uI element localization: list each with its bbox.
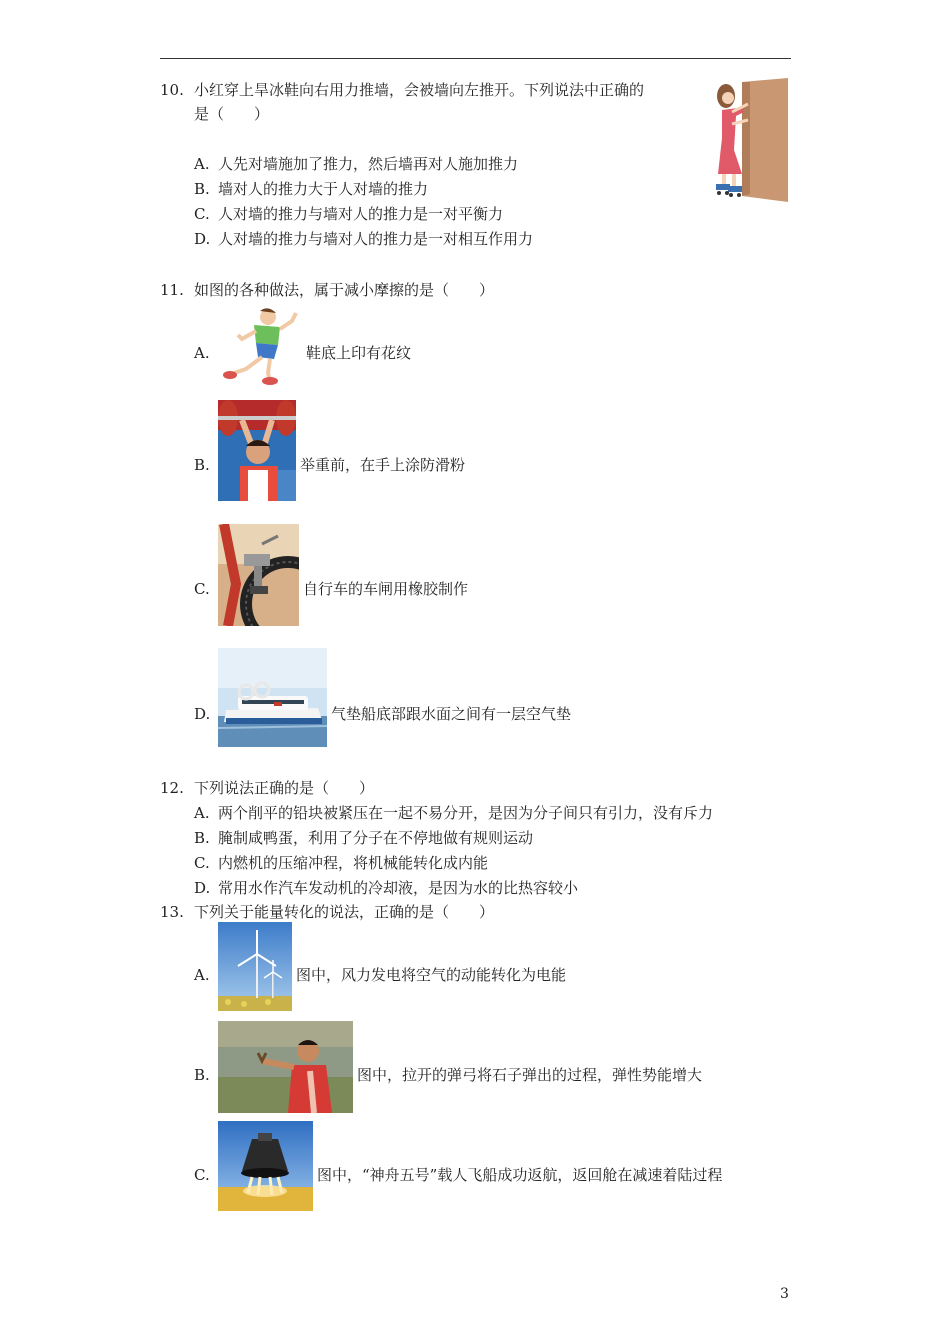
header-rule xyxy=(160,58,791,59)
bicycle-brake-image xyxy=(218,524,299,626)
q13-option-a-text: 图中，风力发电将空气的动能转化为电能 xyxy=(296,966,567,984)
q10-option-a-text: 人先对墙施加了推力，然后墙再对人施加推力 xyxy=(218,155,519,173)
q13-option-c-letter: C. xyxy=(194,1166,210,1184)
q13-option-a-letter: A. xyxy=(194,966,210,984)
q10-option-c-text: 人对墙的推力与墙对人的推力是一对平衡力 xyxy=(218,205,504,223)
q10-stem-line2: 是（ ） xyxy=(194,105,270,123)
q11-stem: 如图的各种做法，属于减小摩擦的是（ ） xyxy=(194,281,495,299)
q10-option-b-letter: B. xyxy=(194,180,210,198)
q12-option-b-text: 腌制咸鸭蛋，利用了分子在不停地做有规则运动 xyxy=(218,829,534,847)
q10-number: 10. xyxy=(160,81,184,99)
q11-option-a-text: 鞋底上印有花纹 xyxy=(306,344,412,362)
runner-shoe-image xyxy=(218,303,302,387)
q11-option-c-text: 自行车的车闸用橡胶制作 xyxy=(303,580,469,598)
q10-option-d-letter: D. xyxy=(194,230,211,248)
q12-stem: 下列说法正确的是（ ） xyxy=(194,779,375,797)
q11-option-d-text: 气垫船底部跟水面之间有一层空气垫 xyxy=(331,705,572,723)
q10-option-a-letter: A. xyxy=(194,155,210,173)
q11-option-d-letter: D. xyxy=(194,705,211,723)
q13-option-b-letter: B. xyxy=(194,1066,210,1084)
q12-option-d-letter: D. xyxy=(194,879,211,897)
weightlifter-image xyxy=(218,400,296,501)
page-number: 3 xyxy=(780,1286,789,1302)
slingshot-boy-image xyxy=(218,1021,353,1113)
wind-turbine-image xyxy=(218,922,292,1011)
q11-option-a-letter: A. xyxy=(194,344,210,362)
q11-option-b-letter: B. xyxy=(194,456,210,474)
q13-option-b-text: 图中，拉开的弹弓将石子弹出的过程，弹性势能增大 xyxy=(357,1066,703,1084)
q12-option-c-letter: C. xyxy=(194,854,210,872)
q10-stem-line1: 小红穿上旱冰鞋向右用力推墙，会被墙向左推开。下列说法中正确的 xyxy=(194,81,645,99)
q10-option-d-text: 人对墙的推力与墙对人的推力是一对相互作用力 xyxy=(218,230,534,248)
q12-option-c-text: 内燃机的压缩冲程，将机械能转化成内能 xyxy=(218,854,489,872)
q13-number: 13. xyxy=(160,903,184,921)
hovercraft-image xyxy=(218,648,327,747)
q13-stem: 下列关于能量转化的说法，正确的是（ ） xyxy=(194,903,495,921)
q12-option-a-letter: A. xyxy=(194,804,210,822)
q11-option-c-letter: C. xyxy=(194,580,210,598)
girl-pushing-wall-image xyxy=(708,78,788,202)
q11-option-b-text: 举重前，在手上涂防滑粉 xyxy=(300,456,466,474)
q11-number: 11. xyxy=(160,281,184,299)
q12-option-a-text: 两个削平的铅块被紧压在一起不易分开，是因为分子间只有引力，没有斥力 xyxy=(218,804,714,822)
q13-option-c-text: 图中，“神舟五号”载人飞船成功返航，返回舱在减速着陆过程 xyxy=(317,1166,723,1184)
q12-number: 12. xyxy=(160,779,184,797)
q12-option-b-letter: B. xyxy=(194,829,210,847)
q10-option-c-letter: C. xyxy=(194,205,210,223)
capsule-landing-image xyxy=(218,1121,313,1211)
q12-option-d-text: 常用水作汽车发动机的冷却液，是因为水的比热容较小 xyxy=(218,879,579,897)
q10-option-b-text: 墙对人的推力大于人对墙的推力 xyxy=(218,180,429,198)
